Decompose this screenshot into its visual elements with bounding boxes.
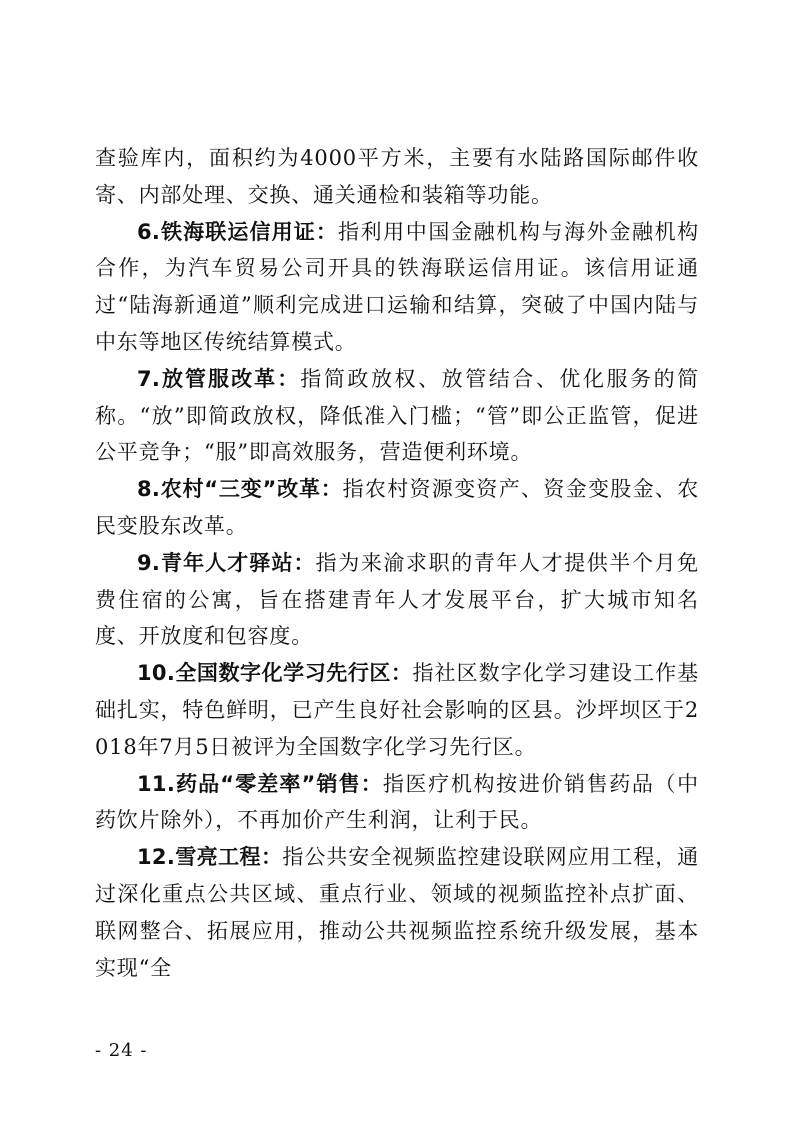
glossary-definition: 指医疗机构按进价销售药品（中药饮片除外），不再加价产生利润，让利于民。 bbox=[95, 771, 699, 833]
glossary-definition: 指简政放权、放管结合、优化服务的简称。“放”即简政放权，降低准入门槛；“管”即公正监管，促进公平竞争；“服”即高效服务，营造便利环境。 bbox=[95, 366, 699, 465]
glossary-term: 9.青年人才驿站： bbox=[137, 550, 316, 575]
glossary-definition: 指公共安全视频监控建设联网应用工程，通过深化重点公共区域、重点行业、领域的视频监控补点扩面、联网整合、拓展应用，推动公共视频监控系统升级发展，基本实现“全 bbox=[95, 845, 699, 980]
glossary-item-8 bbox=[95, 471, 699, 545]
glossary-item-6 bbox=[95, 214, 699, 361]
glossary-term: 12.雪亮工程： bbox=[137, 845, 283, 870]
glossary-term: 7.放管服改革： bbox=[137, 366, 301, 391]
glossary-term: 11.药品“零差率”销售： bbox=[137, 771, 383, 796]
glossary-term: 6.铁海联运信用证： bbox=[137, 219, 338, 244]
glossary-item-9 bbox=[95, 545, 699, 655]
glossary-definition: 指为来渝求职的青年人才提供半个月免费住宿的公寓，旨在搭建青年人才发展平台，扩大城市知名度、开放度和包容度。 bbox=[95, 550, 699, 649]
glossary-definition: 指利用中国金融机构与海外金融机构合作，为汽车贸易公司开具的铁海联运信用证。该信用证通过“陆海新通道”顺利完成进口运输和结算，突破了中国内陆与中东等地区传统结算模式。 bbox=[95, 219, 699, 354]
glossary-item-11 bbox=[95, 766, 699, 840]
glossary-item-10 bbox=[95, 655, 699, 765]
page-number: - 24 - bbox=[95, 1040, 148, 1061]
glossary-definition: 指农村资源变资产、资金变股金、农民变股东改革。 bbox=[95, 477, 699, 538]
glossary-item-7 bbox=[95, 361, 699, 471]
glossary-term: 8.农村“三变”改革： bbox=[137, 477, 343, 502]
body-text bbox=[95, 140, 699, 986]
glossary-definition: 指社区数字化学习建设工作基础扎实，特色鲜明，已产生良好社会影响的区县。沙坪坝区于2018年7月5日被评为全国数字化学习先行区。 bbox=[95, 661, 699, 759]
paragraph-body: 查验库内，面积约为4000平方米，主要有水陆路国际邮件收寄、内部处理、交换、通关通检和装箱等功能。 bbox=[95, 146, 699, 207]
glossary-term: 10.全国数字化学习先行区： bbox=[137, 661, 413, 686]
glossary-item-12 bbox=[95, 839, 699, 986]
paragraph-continuation bbox=[95, 140, 699, 214]
